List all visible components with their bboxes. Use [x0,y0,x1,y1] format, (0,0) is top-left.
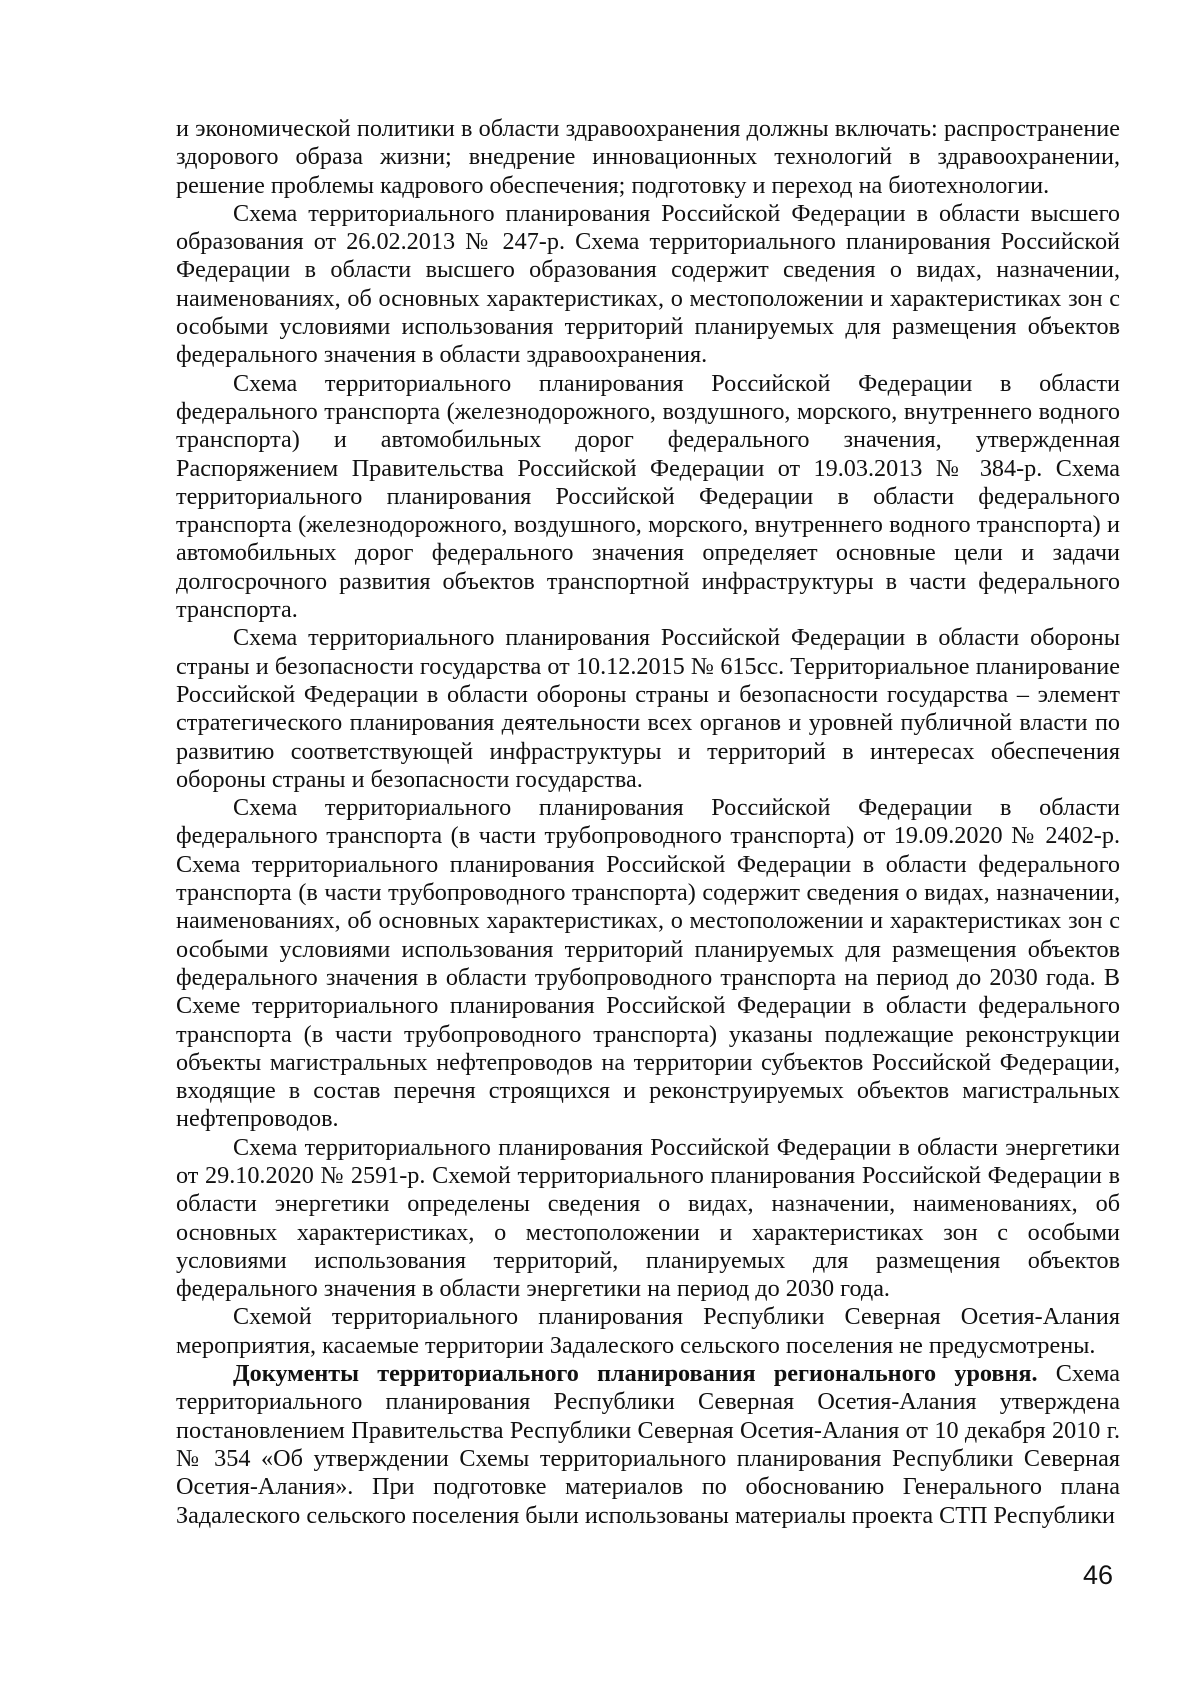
paragraph-federal-transport-scheme: Схема территориального планирования Российской Федерации в области федерального транспорта (железнодорожного, воздушного, морского, внутреннего водного транспорта) и автомобильных дорог федерального значения, утвержденная Распоряжением Правительства Российской Федерации от 19.03.2013 № 384-р. Схема территориального планирования Российской Федерации в области федерального транспорта (железнодорожного, воздушного, морского, внутреннего водного транспорта) и автомобильных дорог федерального значения определяет основные цели и задачи долгосрочного развития объектов транспортной инфраструктуры в части федерального транспорта. [176,369,1120,624]
paragraph-pipeline-transport-scheme: Схема территориального планирования Российской Федерации в области федерального транспорта (в части трубопроводного транспорта) от 19.09.2020 № 2402-р. Схема территориального планирования Российской Федерации в области федерального транспорта (в части трубопроводного транспорта) содержит сведения о видах, назначении, наименованиях, об основных характеристиках, о местоположении и характеристиках зон с особыми условиями использования территорий планируемых для размещения объектов федерального значения в области трубопроводного транспорта на период до 2030 года. В Схеме территориального планирования Российской Федерации в области федерального транспорта (в части трубопроводного транспорта) указаны подлежащие реконструкции объекты магистральных нефтепроводов на территории субъектов Российской Федерации, входящие в состав перечня строящихся и реконструируемых объектов магистральных нефтепроводов. [176,794,1120,1133]
document-body [176,115,1120,1530]
paragraph-republic-scheme: Схемой территориального планирования Республики Северная Осетия-Алания мероприятия, касаемые территории Задалеского сельского поселения не предусмотрены. [176,1303,1120,1359]
page-number: 46 [1083,1560,1114,1590]
regional-documents-heading: Документы территориального планирования регионального уровня. [233,1360,1038,1388]
paragraph-continuation: и экономической политики в области здравоохранения должны включать: распространение здорового образа жизни; внедрение инновационных технологий в здравоохранении, решение проблемы кадрового обеспечения; подготовку и переход на биотехнологии. [176,115,1120,199]
paragraph-energy-scheme: Схема территориального планирования Российской Федерации в области энергетики от 29.10.2020 № 2591-р. Схемой территориального планирования Российской Федерации в области энергетики определены сведения о видах, назначении, наименованиях, об основных характеристиках, о местоположении и характеристиках зон с особыми условиями использования территорий, планируемых для размещения объектов федерального значения в области энергетики на период до 2030 года. [176,1133,1120,1303]
paragraph-higher-education-scheme: Схема территориального планирования Российской Федерации в области высшего образования от 26.02.2013 № 247-р. Схема территориального планирования Российской Федерации в области высшего образования содержит сведения о видах, назначении, наименованиях, об основных характеристиках, о местоположении и характеристиках зон с особыми условиями использования территорий планируемых для размещения объектов федерального значения в области здравоохранения. [176,199,1120,369]
paragraph-defense-scheme: Схема территориального планирования Российской Федерации в области обороны страны и безопасности государства от 10.12.2015 № 615сс. Территориальное планирование Российской Федерации в области обороны страны и безопасности государства – элемент стратегического планирования деятельности всех органов и уровней публичной власти по развитию соответствующей инфраструктуры и территорий в интересах обеспечения обороны страны и безопасности государства. [176,624,1120,793]
paragraph-regional-documents [176,1360,1120,1530]
regional-documents-text: Схема территориального планирования Республики Северная Осетия-Алания утверждена постановлением Правительства Республики Северная Осетия-Алания от 10 декабря 2010 г. № 354 «Об утверждении Схемы территориального планирования Республики Северная Осетия-Алания». При подготовке материалов по обоснованию Генерального плана Задалеского сельского поселения были использованы материалы проекта СТП Республики [176,1360,1120,1529]
